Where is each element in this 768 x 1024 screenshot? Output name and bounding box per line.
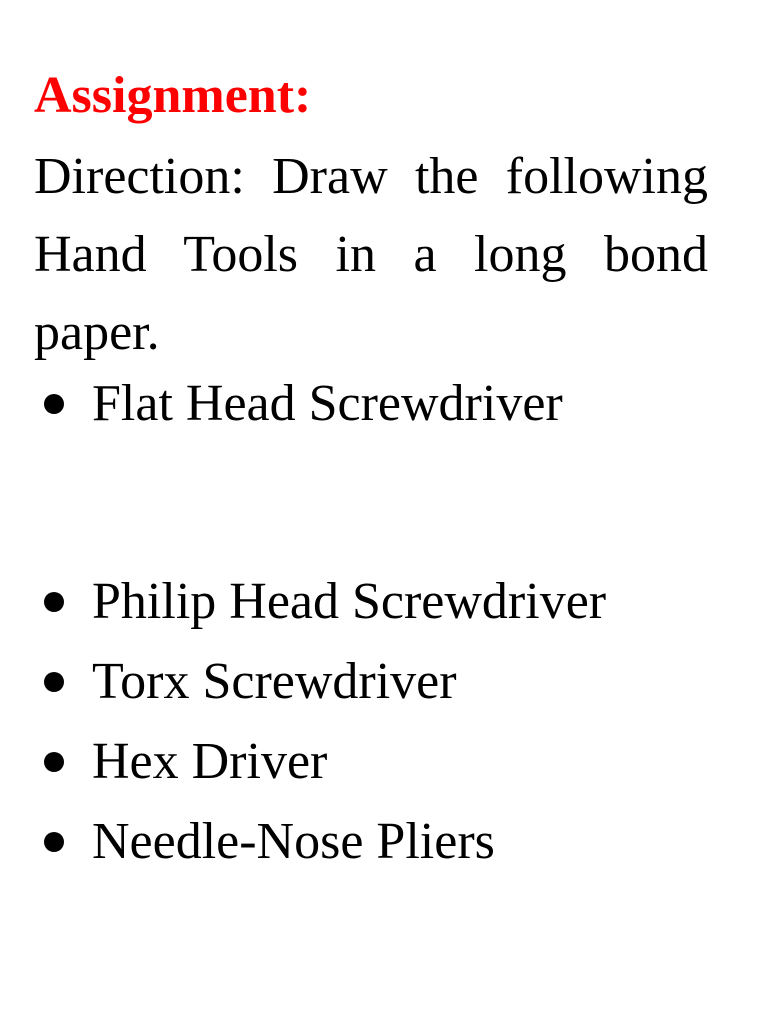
list-item [44, 650, 457, 714]
tool-label: Torx Screwdriver [92, 653, 457, 710]
tool-label: Hex Driver [92, 733, 328, 790]
list-item [44, 730, 327, 794]
list-item [44, 810, 495, 874]
bullet-icon [44, 394, 64, 414]
assignment-heading: Assignment: [34, 67, 312, 124]
tool-label: Flat Head Screwdriver [92, 375, 563, 432]
direction-text: Direction: Draw the following Hand Tools in a long bond paper. [34, 148, 708, 361]
tool-label: Philip Head Screwdriver [92, 573, 607, 630]
list-item [44, 570, 606, 634]
bullet-icon [44, 832, 64, 852]
list-item [44, 372, 563, 436]
tool-label: Needle-Nose Pliers [92, 813, 495, 870]
bullet-icon [44, 592, 64, 612]
bullet-icon [44, 752, 64, 772]
bullet-icon [44, 672, 64, 692]
